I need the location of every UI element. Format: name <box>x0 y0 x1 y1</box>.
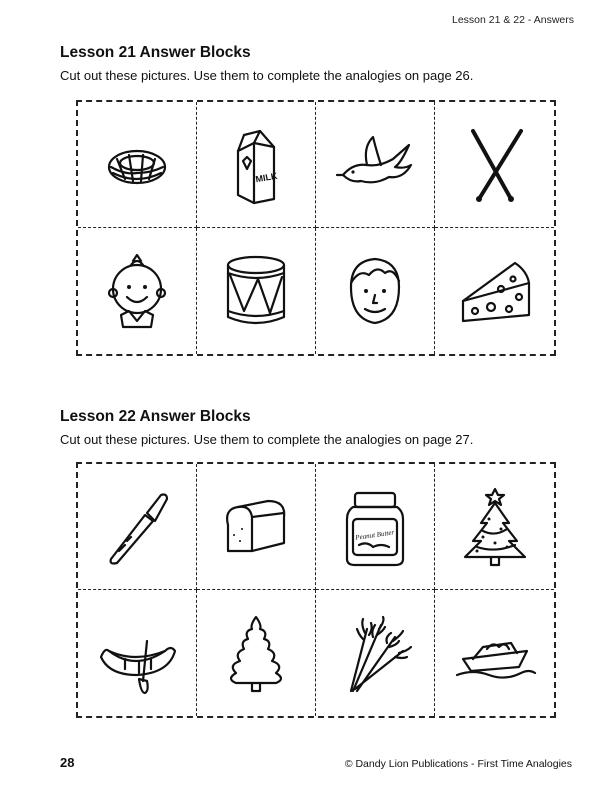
bird-icon <box>333 123 417 207</box>
answer-block-cheese[interactable] <box>435 228 554 354</box>
answer-block-nest[interactable] <box>78 102 197 228</box>
lesson21-instruction: Cut out these pictures. Use them to complete the analogies on page 26. <box>60 68 474 83</box>
answer-block-wheat[interactable] <box>316 590 435 716</box>
answer-block-canoe[interactable] <box>78 590 197 716</box>
baby-icon <box>95 249 179 333</box>
drumsticks-icon <box>453 123 537 207</box>
bread-icon <box>214 485 298 569</box>
peanut-butter-jar-icon <box>333 485 417 569</box>
lesson22-title: Lesson 22 Answer Blocks <box>60 408 251 425</box>
cheese-icon <box>453 249 537 333</box>
jar-label: Peanut Butter <box>354 527 395 542</box>
answer-block-motorboat[interactable] <box>435 590 554 716</box>
lesson22-instruction: Cut out these pictures. Use them to complete the analogies on page 27. <box>60 432 474 447</box>
lesson21-title: Lesson 21 Answer Blocks <box>60 44 251 61</box>
christmas-tree-icon <box>453 485 537 569</box>
answer-block-bird[interactable] <box>316 102 435 228</box>
answer-block-drumsticks[interactable] <box>435 102 554 228</box>
publisher-credit: © Dandy Lion Publications - First Time Analogies <box>344 758 572 770</box>
lesson22-answer-grid <box>76 462 556 718</box>
answer-block-bread[interactable] <box>197 464 316 590</box>
milk-carton-icon <box>214 123 298 207</box>
lesson21-answer-grid <box>76 100 556 356</box>
answer-block-peanut-butter[interactable] <box>316 464 435 590</box>
knife-icon <box>95 485 179 569</box>
answer-block-knife[interactable] <box>78 464 197 590</box>
answer-block-baby[interactable] <box>78 228 197 354</box>
pine-tree-icon <box>214 611 298 695</box>
bird-nest-icon <box>95 123 179 207</box>
milk-label: MILK <box>254 170 279 184</box>
answer-block-boy[interactable] <box>316 228 435 354</box>
answer-block-milk[interactable] <box>197 102 316 228</box>
answer-block-christmas-tree[interactable] <box>435 464 554 590</box>
canoe-icon <box>95 611 179 695</box>
page-header: Lesson 21 & 22 - Answers <box>452 14 574 26</box>
drum-icon <box>214 249 298 333</box>
answer-block-pine-tree[interactable] <box>197 590 316 716</box>
page-number: 28 <box>60 755 75 770</box>
answer-block-drum[interactable] <box>197 228 316 354</box>
wheat-icon <box>333 611 417 695</box>
motorboat-icon <box>453 611 537 695</box>
boy-icon <box>333 249 417 333</box>
